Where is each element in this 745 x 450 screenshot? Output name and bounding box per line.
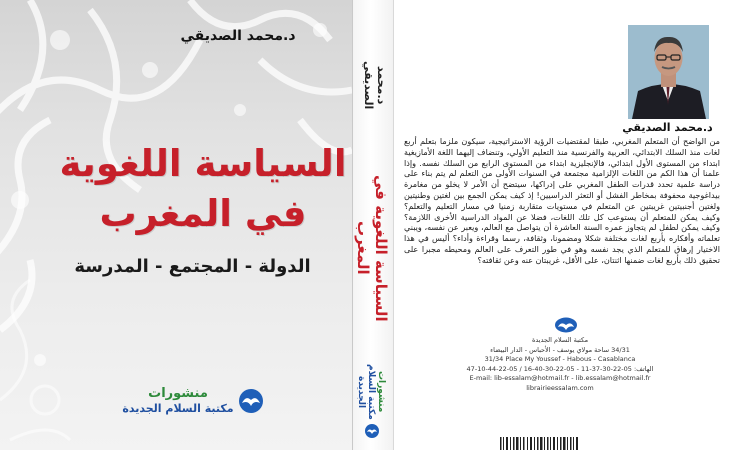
spine-publisher-line-1: منشورات [376,371,386,413]
back-publisher-logo-icon [553,317,579,335]
phone-numbers: الهاتف: 05-22-30-37-11 - 05-22-30-40-16 / 05-22-44-10-47 [466,364,654,373]
front-author-name: د.محمد الصديقي [180,28,296,44]
author-portrait-icon [628,25,709,119]
email-address: E-mail: lib-essalam@hotmail.fr - lib.essalam@hotmail.fr [469,374,651,382]
front-title-line-2: في المغرب [99,192,307,235]
front-cover [0,0,352,450]
publisher-logo-icon [236,388,266,414]
spine-logo-icon [364,423,380,439]
front-title-line-1: السياسة اللغوية [59,142,347,185]
back-blurb: من الواضح أن المتعلم المغربي، طبقا لمقتضيات الرؤية الاستراتيجية، سيكون ملزما بتعلم أربع لغات منذ السلك الابتدائي، العربية والفرنسية منذ التعليم الأولي، وتنضاف إليهما اللغة الأمازيغية ابتداء من المستوى الأول ابتدائي، فالإنجليزية ابتداء من المستوى الرابع من السلك نفسه. وإذا علمنا أن هذا الكم من اللغات الإلزامية مجتمعة في السنوات الأولى من التعلم لم يتم بناء على دراسة علمية تحدد قدرات الطفل المغربي على إدراكها، سيتضح أن الأمر لا يخلو من مغامرة بيداغوجية محفوفة بمخاطر الفشل أو التعثر الدراسيين! إذ كيف يمكن الجمع بين لغتين وطنيتين ولغتين أجنبيتين غريبتين عن المتعلم في مستويات متقاربة زمنيا في مسار التعليم والتعلم؟ وكيف يمكن للمتعلم أن يستوعب كل تلك اللغات، فضلا عن المواد الدراسية الأخرى اللازمة؟ وكيف يمكن لطفل لم يتجاوز عمره السنة العاشرة أن يتواصل مع العالم، ويعبر عن نفسه، ويبني تعلماته وأفكاره بأربع لغات مختلفة شكلا ومضمونا، وثقافة، رسما وقراءة وأداء؟ أليس في هذا الاختيار إرهاق للمتعلم الذي يجد نفسه وهو في طور التعرف على العالم ومحيطه مجبرا على تحقيق ذلك بأربع لغات ضمنها اثنتان، على الأقل، غريبتان عنه وعن ثقافته؟ [404,136,720,265]
spine-author-name: د.محمد الصديقي [362,60,388,110]
address-arabic: 34/31 ساحة مولاي يوسف - الأحباس - الدار البيضاء [490,345,630,354]
publisher-address-block [455,336,665,393]
spine-title: السياسة اللغوية في المغرب [354,174,390,322]
front-subtitle: الدولة - المجتمع - المدرسة [74,256,311,277]
spine-publisher [356,362,386,422]
publisher-name-back: مكتبة السلام الجديدة [531,336,589,344]
back-author-name: د.محمد الصديقي [622,121,713,134]
address-french: 31/34 Place My Youssef - Habous - Casablanca [484,355,636,363]
front-publisher-line-2: مكتبة السلام الجديدة [122,402,234,415]
barcode-icon [500,437,580,450]
website: librairieessalam.com [526,383,594,392]
front-publisher [118,386,238,416]
author-photo [628,25,709,119]
front-publisher-line-1: منشورات [148,386,208,401]
spine-publisher-line-2: مكتبة السلام الجديدة [356,364,376,420]
